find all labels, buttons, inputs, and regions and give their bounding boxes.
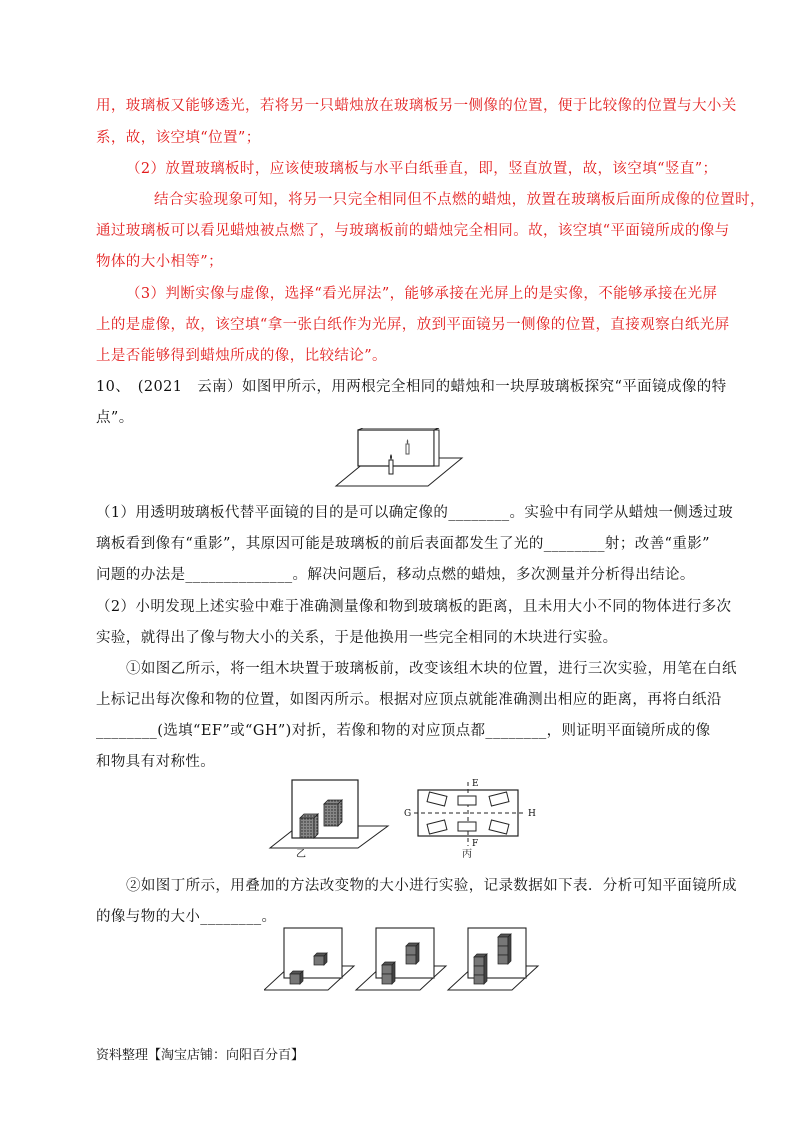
label-G: G: [404, 809, 412, 819]
sub2-line-2: 的像与物的大小________。: [96, 909, 277, 925]
figure-bing: [398, 776, 538, 858]
part1-line-1: （1）用透明玻璃板代替平面镜的目的是可以确定像的________。实验中有同学从蜡烛一侧透过玻: [96, 505, 734, 521]
figure-bing-label: 丙: [462, 849, 472, 858]
sub1-line-1: ①如图乙所示，将一组木块置于玻璃板前，改变该组木块的位置，进行三次实验，用笔在白纸: [126, 661, 737, 677]
sub1-line-2: 上标记出每次像和物的位置，如图丙所示。根据对应顶点就能准确测出相应的距离，再将白纸沿: [96, 692, 722, 708]
answer-line-3: （2）放置玻璃板时，应该使玻璃板与水平白纸垂直，即，竖直放置，故，该空填“竖直”；: [126, 161, 718, 177]
part1-line-3: 问题的办法是______________。解决问题后，移动点燃的蜡烛，多次测量并分析得出结论。: [96, 567, 695, 583]
part2-line-1: （2）小明发现上述实验中难于准确测量像和物到玻璃板的距离，且未用大小不同的物体进行多次: [96, 599, 732, 615]
label-F: F: [472, 839, 479, 849]
answer-line-2: 系，故，该空填“位置”；: [96, 130, 261, 146]
sub2-line-1: ②如图丁所示，用叠加的方法改变物的大小进行实验，记录数据如下表．分析可知平面镜所成: [126, 878, 737, 894]
answer-line-5: 通过玻璃板可以看见蜡烛被点燃了，与玻璃板前的蜡烛完全相同。故，该空填“平面镜所成的像与: [96, 223, 730, 239]
label-H: H: [528, 809, 536, 819]
answer-line-7: （3）判断实像与虚像，选择“看光屏法”，能够承接在光屏上的是实像，不能够承接在光屏: [126, 286, 718, 302]
part2-line-2: 实验，就得出了像与物大小的关系，于是他换用一些完全相同的木块进行实验。: [96, 630, 618, 646]
answer-line-8: 上的是虚像，故，该空填“拿一张白纸作为光屏，放到平面镜另一侧像的位置，直接观察白纸光屏: [96, 317, 730, 333]
part1-line-2: 璃板看到像有“重影”，其原因可能是玻璃板的前后表面都发生了光的________射；改善“重影”: [96, 536, 710, 552]
question-title-line-2: 点”。: [96, 410, 134, 426]
answer-line-1: 用，玻璃板又能够透光，若将另一只蜡烛放在玻璃板另一侧像的位置，便于比较像的位置与大小关: [96, 98, 737, 114]
question-title-line-1: 10、 (2021 云南）如图甲所示，用两根完全相同的蜡烛和一块厚玻璃板探究“平面镜成像的特: [96, 379, 727, 395]
figure-yi-label: 乙: [296, 849, 306, 858]
figure-jia: [334, 428, 464, 490]
answer-line-4: 结合实验现象可知，将另一只完全相同但不点燃的蜡烛，放置在玻璃板后面所成像的位置时，: [154, 192, 765, 208]
footer-source: 资料整理【淘宝店铺：向阳百分百】: [96, 1048, 305, 1063]
figure-ding-panel-3: [448, 928, 538, 990]
answer-line-9: 上是否能够得到蜡烛所成的像，比较结论”。: [96, 348, 387, 364]
answer-line-6: 物体的大小相等”；: [96, 254, 224, 270]
label-E: E: [472, 779, 479, 789]
figure-yi: [268, 776, 390, 858]
figure-ding-panel-2: [356, 928, 446, 990]
figure-ding-panel-1: [264, 928, 354, 990]
figure-ding: [264, 924, 544, 1000]
sub1-line-4: 和物具有对称性。: [96, 754, 216, 770]
sub1-line-3: ________(选填“EF”或“GH”)对折，若像和物的对应顶点都________，则证明平面镜所成的像: [96, 723, 711, 739]
